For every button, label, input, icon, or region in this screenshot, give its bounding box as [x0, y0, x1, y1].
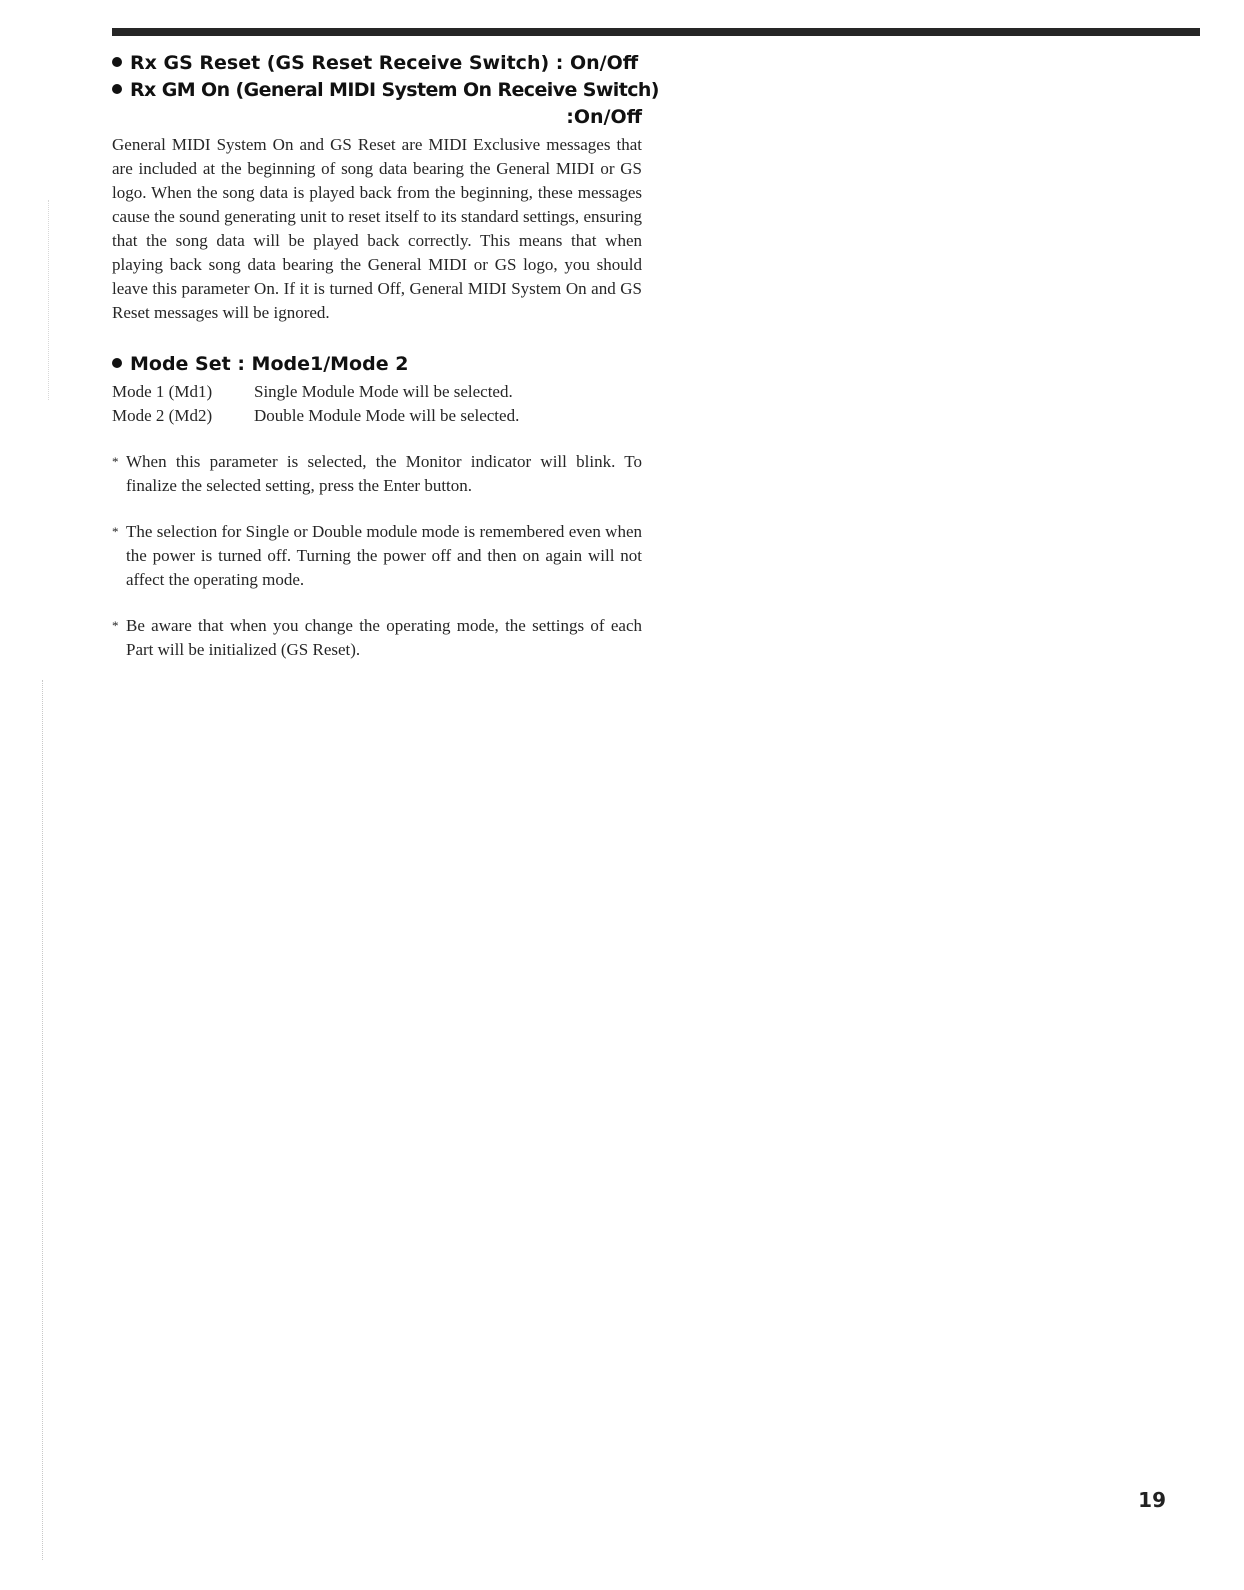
heading-text: Rx GM On (General MIDI System On Receive Switch): [130, 79, 659, 101]
mode-row: [112, 404, 642, 428]
scan-margin-mark: [42, 680, 43, 1560]
section-heading-values: [112, 104, 642, 131]
mode-definition-list: [112, 380, 642, 428]
note-item: [112, 614, 642, 662]
note-text: When this parameter is selected, the Monitor indicator will blink. To finalize the selected setting, press the Enter button.: [126, 452, 642, 495]
note-item: [112, 450, 642, 498]
heading-text: Rx GS Reset (GS Reset Receive Switch) : On/Off: [130, 52, 639, 74]
section-rx-reset: [112, 50, 659, 325]
mode-description: Single Module Mode will be selected.: [254, 382, 513, 401]
note-item: [112, 520, 642, 592]
header-rule: [112, 28, 1200, 36]
section-heading-rx-gm-on: [112, 77, 659, 104]
asterisk-icon: *: [112, 454, 119, 469]
section-heading-rx-gs-reset: [112, 50, 642, 77]
asterisk-icon: *: [112, 524, 119, 539]
bullet-icon: [112, 84, 122, 94]
heading-text: :On/Off: [566, 106, 642, 128]
mode-term: Mode 2 (Md2): [112, 406, 213, 425]
section-heading-mode-set: [112, 351, 642, 378]
note-text: The selection for Single or Double module mode is remembered even when the power is turned off. Turning the power off and then on again will not affect the operating mode.: [126, 522, 642, 589]
bullet-icon: [112, 57, 122, 67]
mode-description: Double Module Mode will be selected.: [254, 406, 520, 425]
section-body-paragraph: General MIDI System On and GS Reset are MIDI Exclusive messages that are included at the beginning of song data bearing the General MIDI or GS logo. When the song data is played back from the beginning, these messages cause the sound generating unit to reset itself to its standard settings, ensuring that the song data will be played back correctly. This means that when playing back song data bearing the General MIDI or GS logo, you should leave this parameter On. If it is turned Off, General MIDI System On and GS Reset messages will be ignored.: [112, 135, 642, 322]
bullet-icon: [112, 358, 122, 368]
page-number: 19: [1138, 1488, 1166, 1512]
asterisk-icon: *: [112, 618, 119, 633]
note-text: Be aware that when you change the operating mode, the settings of each Part will be initialized (GS Reset).: [126, 616, 642, 659]
page-content: [112, 50, 659, 662]
mode-row: [112, 380, 642, 404]
heading-text: Mode Set : Mode1/Mode 2: [130, 353, 409, 375]
scan-margin-mark-top: [48, 200, 49, 400]
mode-term: Mode 1 (Md1): [112, 382, 213, 401]
section-mode-set: [112, 351, 642, 662]
